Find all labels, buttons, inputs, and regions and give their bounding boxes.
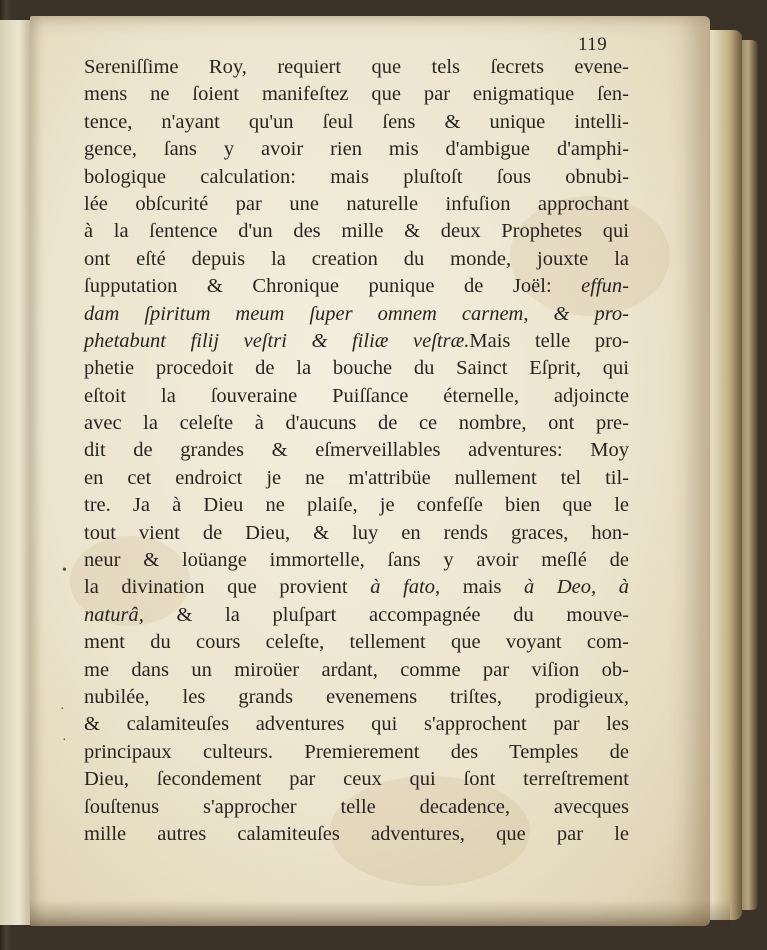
text-line bbox=[84, 355, 629, 382]
text-segment: mille autres calamiteuſes adventures, que par le bbox=[84, 822, 629, 845]
text-segment: tre. Ja à Dieu ne plaiſe, je confeſſe bien que le bbox=[84, 494, 629, 517]
text-segment: tout vient de Dieu, & luy en rends graces, hon- bbox=[84, 521, 629, 544]
text-segment: Mais telle pro- bbox=[469, 329, 629, 352]
text-line bbox=[84, 437, 629, 464]
text-segment: nubilée, les grands evenemens triſtes, prodigieux, bbox=[84, 685, 629, 708]
margin-mark: · bbox=[62, 733, 67, 748]
text-segment: ont eſté depuis la creation du monde, jouxte la bbox=[84, 247, 629, 270]
text-line bbox=[84, 821, 629, 848]
text-line bbox=[84, 81, 629, 108]
text-line bbox=[84, 547, 629, 574]
text-line bbox=[84, 109, 629, 136]
text-segment: à la ſentence d'un des mille & deux Prophetes qui bbox=[84, 220, 629, 243]
text-line bbox=[84, 574, 629, 601]
text-line bbox=[84, 410, 629, 437]
text-line bbox=[84, 218, 629, 245]
body-text bbox=[84, 54, 629, 848]
text-line bbox=[84, 794, 629, 821]
text-segment: me dans un miroüer ardant, comme par viſion ob- bbox=[84, 658, 629, 681]
text-line bbox=[84, 273, 629, 300]
text-line bbox=[84, 739, 629, 766]
text-line bbox=[84, 602, 629, 629]
text-segment: Dieu, ſecondement par ceux qui ſont terreſtrement bbox=[84, 768, 629, 791]
text-segment: ſupputation & Chronique punique de Joël: bbox=[84, 275, 582, 298]
text-line bbox=[84, 657, 629, 684]
italic-text-segment: à fato bbox=[370, 576, 435, 599]
text-segment: en cet endroict je ne m'attribüe nullement tel til- bbox=[84, 466, 629, 489]
text-line bbox=[84, 246, 629, 273]
text-segment: mens ne ſoient manifeſtez que par enigmatique ſen- bbox=[84, 83, 629, 106]
text-segment: lée obſcurité par une naturelle infuſion approchant bbox=[84, 192, 629, 215]
text-line bbox=[84, 328, 629, 355]
text-segment: gence, ſans y avoir rien mis d'ambigue d'amphi- bbox=[84, 138, 629, 161]
text-segment: neur & loüange immortelle, ſans y avoir meſlé de bbox=[84, 549, 629, 572]
italic-text-segment: dam ſpiritum meum ſuper omnem carnem, & pro- bbox=[84, 302, 629, 325]
text-segment: , mais bbox=[434, 576, 525, 599]
text-segment: ſouſtenus s'approcher telle decadence, avecques bbox=[84, 795, 629, 818]
italic-text-segment: naturâ bbox=[84, 603, 139, 626]
text-segment: , & la pluſpart accompagnée du mouve- bbox=[138, 603, 629, 626]
text-segment: dit de grandes & eſmerveillables adventures: Moy bbox=[84, 439, 629, 462]
text-line bbox=[84, 191, 629, 218]
text-line bbox=[84, 520, 629, 547]
text-segment: eſtoit la ſouveraine Puiſſance éternelle, adjoincte bbox=[84, 384, 629, 407]
italic-text-segment: à Deo, à bbox=[524, 576, 630, 599]
text-segment: phetie procedoit de la bouche du Sainct Eſprit, qui bbox=[84, 357, 629, 380]
text-line bbox=[84, 54, 629, 81]
text-segment: avec la celeſte à d'aucuns de ce nombre, ont pre- bbox=[84, 412, 629, 435]
text-segment: principaux culteurs. Premierement des Temples de bbox=[84, 740, 629, 763]
text-line bbox=[84, 629, 629, 656]
page-number: 119 bbox=[578, 34, 608, 55]
page-bottom-shadow bbox=[30, 900, 730, 926]
text-line bbox=[84, 492, 629, 519]
italic-text-segment: phetabunt filij veſtri & filiæ veſtræ. bbox=[84, 329, 470, 352]
margin-mark: • bbox=[62, 563, 67, 578]
text-segment: ment du cours celeſte, tellement que voyant com- bbox=[84, 631, 629, 654]
text-line bbox=[84, 164, 629, 191]
italic-text-segment: effun- bbox=[581, 275, 629, 298]
text-line bbox=[84, 383, 629, 410]
text-line bbox=[84, 465, 629, 492]
text-segment: la divination que provient bbox=[84, 576, 371, 599]
text-line bbox=[84, 684, 629, 711]
text-line bbox=[84, 301, 629, 328]
text-segment: & calamiteuſes adventures qui s'approchent par les bbox=[84, 713, 629, 736]
margin-mark: · bbox=[60, 702, 65, 717]
text-segment: Sereniſſime Roy, requiert que tels ſecrets evene- bbox=[84, 56, 629, 78]
text-line bbox=[84, 711, 629, 738]
text-segment: tence, n'ayant qu'un ſeul ſens & unique intelli- bbox=[84, 110, 629, 133]
text-line bbox=[84, 136, 629, 163]
text-segment: bologique calculation: mais pluſtoſt ſous obnubi- bbox=[84, 165, 629, 188]
text-line bbox=[84, 766, 629, 793]
